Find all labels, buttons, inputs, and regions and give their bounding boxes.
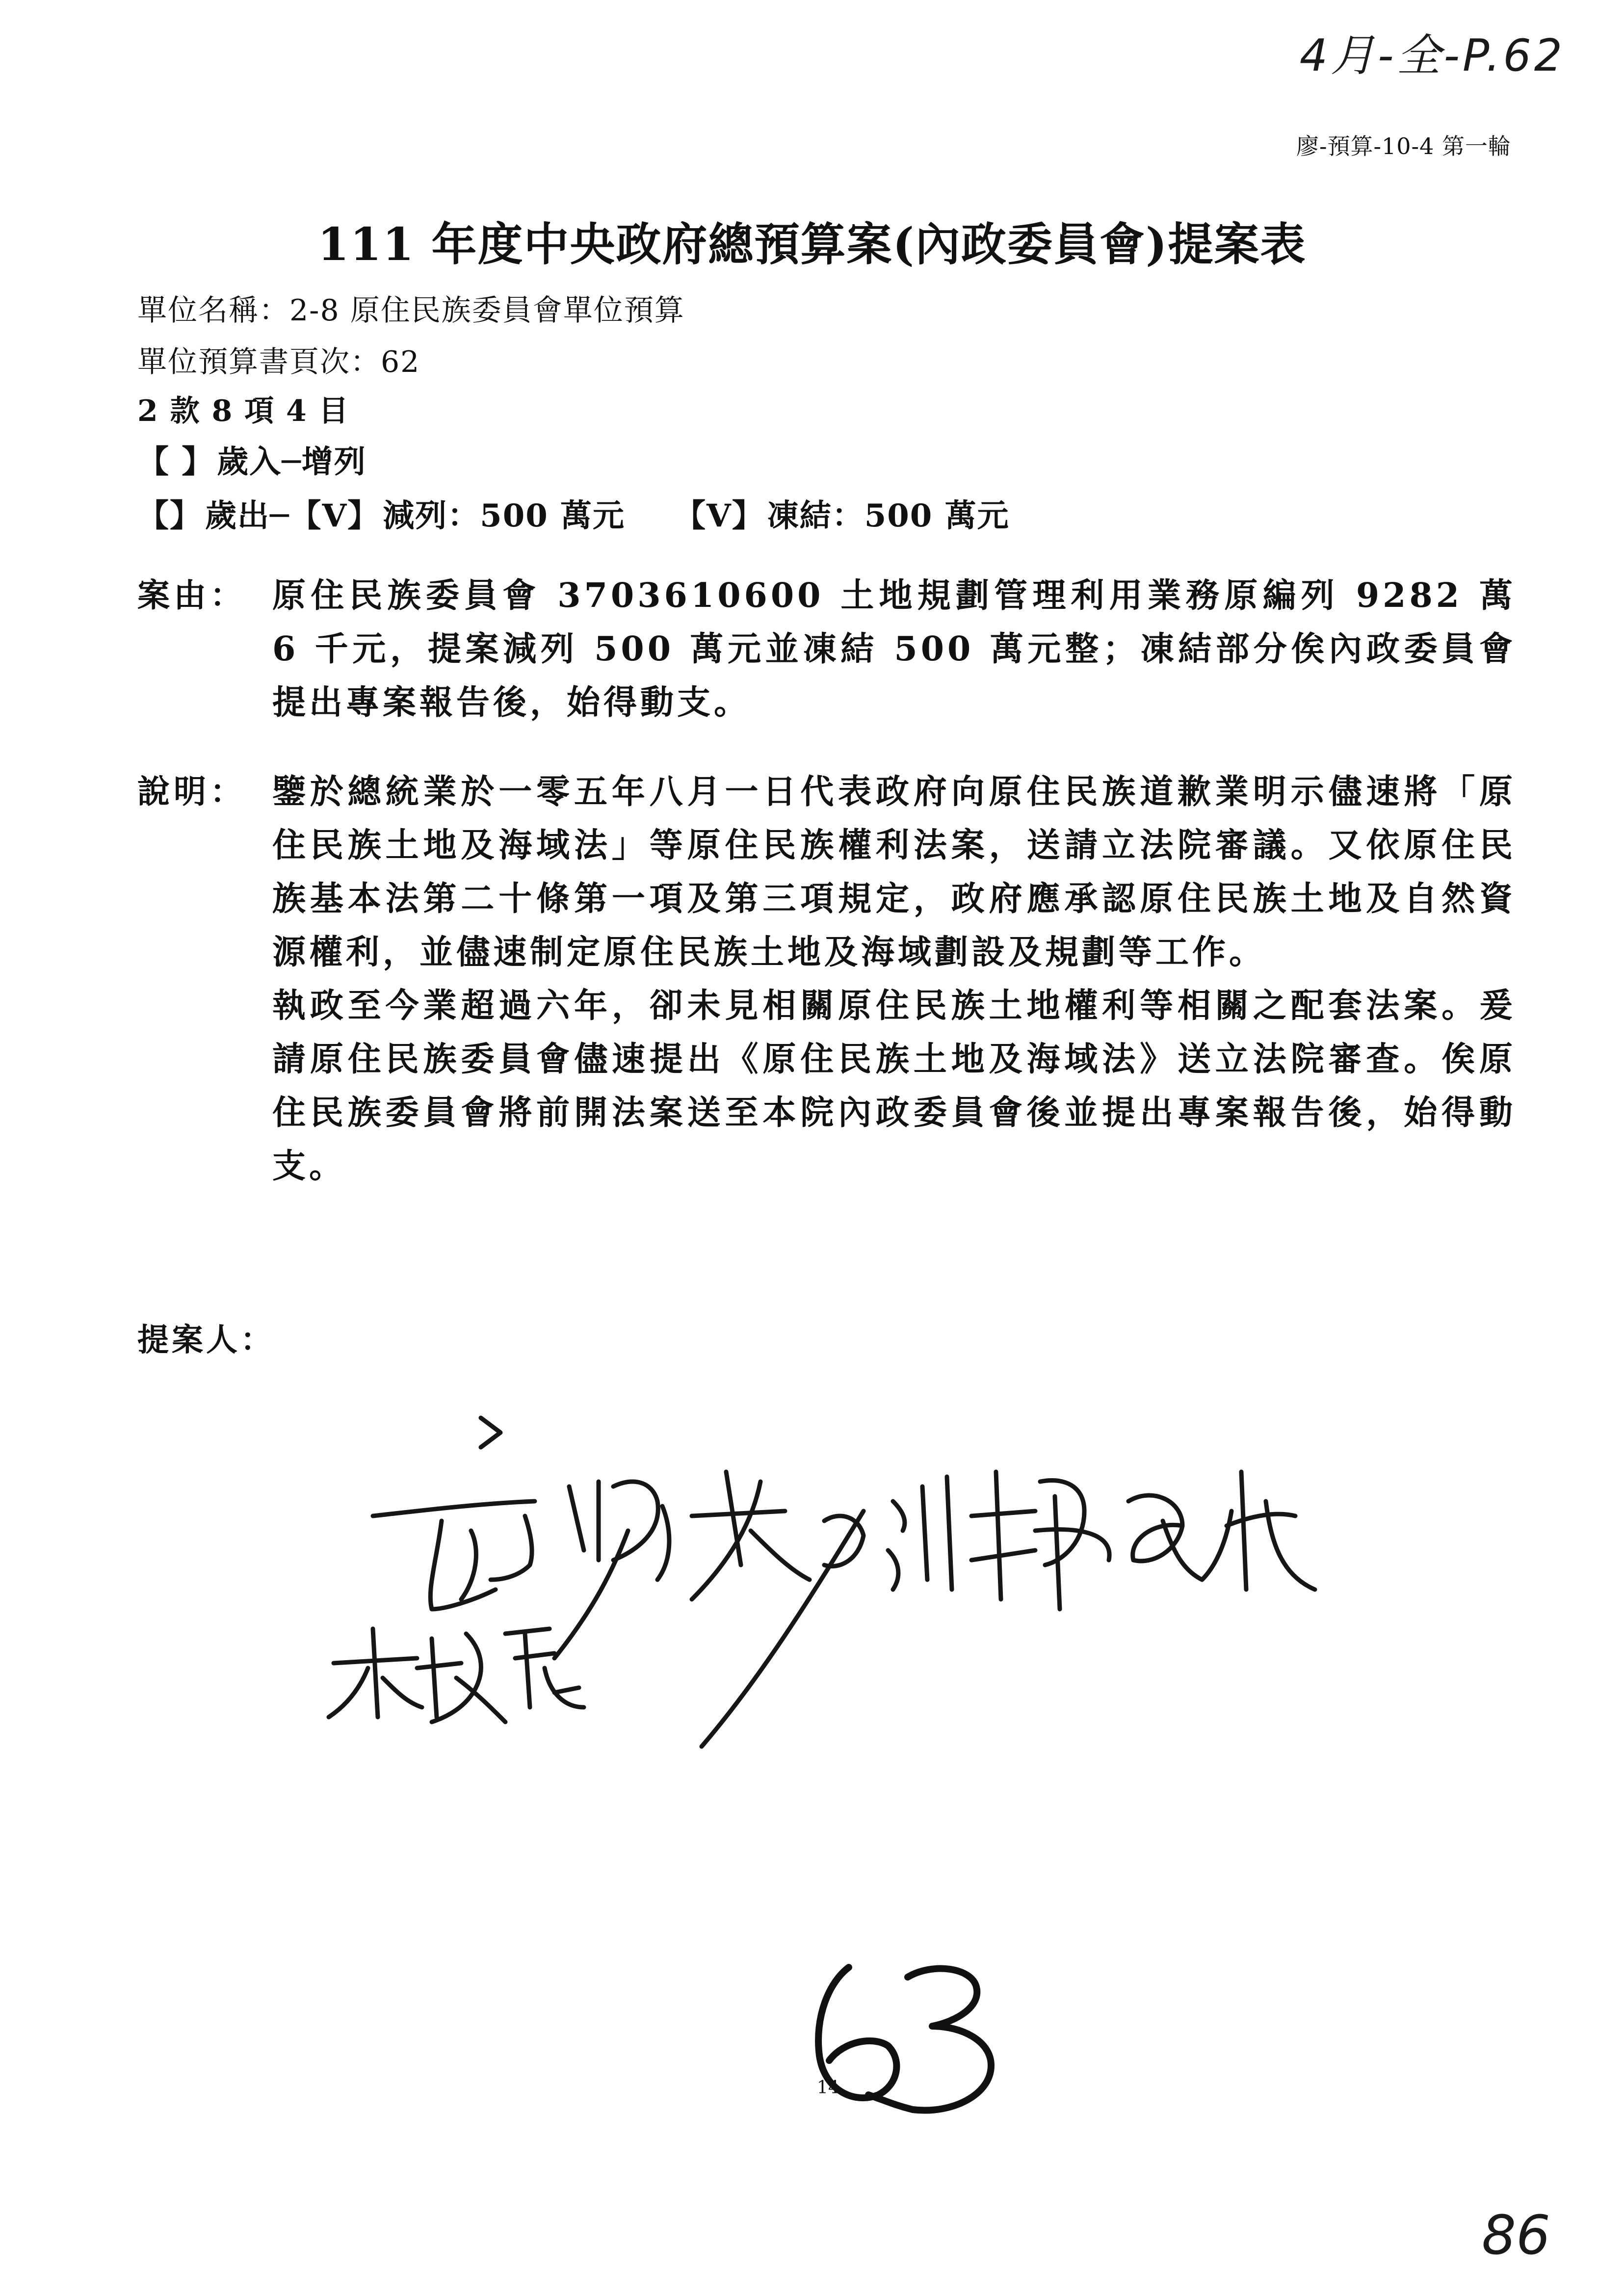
explanation-body xyxy=(272,765,1516,1193)
case-label: 案由： xyxy=(137,576,246,614)
handwritten-page-tag: 4月-全-P.62 xyxy=(1299,30,1565,81)
budget-page-reference: 單位預算書頁次：62 xyxy=(137,345,420,379)
explanation-label: 說明： xyxy=(137,772,246,810)
proposer-label: 提案人： xyxy=(137,1322,275,1358)
handwritten-signatures xyxy=(319,1403,1447,1805)
cut-checkbox: 【V】 xyxy=(289,497,380,534)
handwritten-corner-mark: 86 xyxy=(1482,2204,1550,2267)
income-label: 歲入─增列 xyxy=(217,444,367,480)
explanation-paragraph: 鑒於總統業於一零五年八月一日代表政府向原住民族道歉業明示儘速將「原住民族土地及海域法」等原住民族權利法案，送請立法院審議。又依原住民族基本法第二十條第一項及第三項規定，政府應承認原住民族土地及自然資源權利，並儘速制定原住民族土地及海域劃設及規劃等工作。 xyxy=(272,772,1516,972)
unit-name: 單位名稱：2-8 原住民族委員會單位預算 xyxy=(137,293,685,328)
explanation-section xyxy=(137,765,1516,1193)
expense-checkbox: 【】 xyxy=(137,497,202,534)
page-number: 14 xyxy=(817,2078,839,2098)
income-row xyxy=(137,437,367,482)
cut-amount: 減列：500 萬元 xyxy=(383,497,626,534)
income-checkbox: 【 】 xyxy=(137,444,214,480)
explanation-paragraph: 執政至今業超過六年，卻未見相關原住民族土地權利等相關之配套法案。爰請原住民族委員會儘速提出《原住民族土地及海域法》送立法院審查。俟原住民族委員會將前開法案送至本院內政委員會後並提出專案報告後，始得動支。 xyxy=(272,986,1516,1186)
freeze-amount: 凍結：500 萬元 xyxy=(767,497,1010,534)
budget-section: 2 款 8 項 4 目 xyxy=(137,394,349,428)
handwritten-page-stamp xyxy=(785,1933,1030,2139)
expense-label: 歲出─ xyxy=(205,497,290,534)
freeze-checkbox: 【V】 xyxy=(674,497,764,534)
document-title: 111 年度中央政府總預算案(內政委員會)提案表 xyxy=(317,218,1307,271)
case-text: 原住民族委員會 3703610600 土地規劃管理利用業務原編列 9282 萬 6 千元，提案減列 500 萬元並凍結 500 萬元整；凍結部分俟內政委員會提出專案報告後，始得動支。 xyxy=(272,576,1516,722)
expense-row xyxy=(137,491,1010,536)
reference-code: 廖-預算-10-4 第一輪 xyxy=(1296,133,1511,159)
case-section xyxy=(137,569,1516,730)
